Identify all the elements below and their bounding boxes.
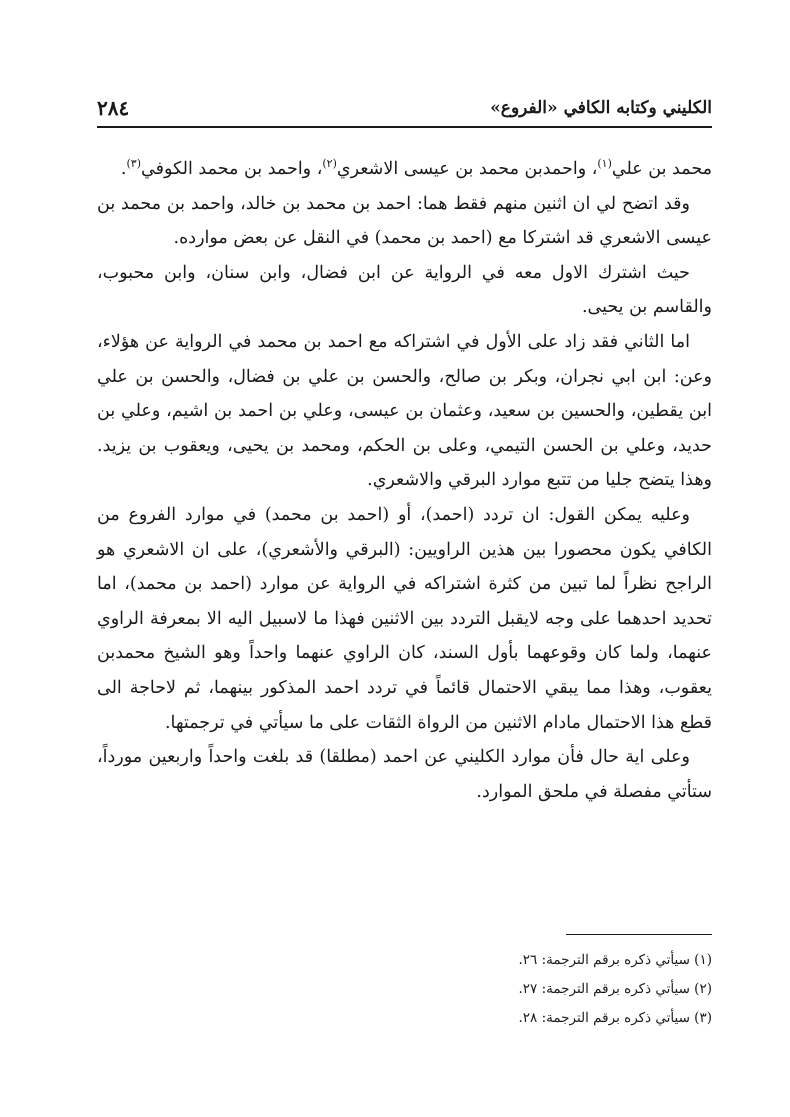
- footnote-ref-1: (١): [597, 157, 612, 171]
- footnote-divider: [566, 934, 712, 935]
- header-title: الكليني وكتابه الكافي «الفروع»: [490, 98, 712, 118]
- footnotes: [97, 946, 712, 1033]
- paragraph-2: وقد اتضح لي ان اثنين منهم فقط هما: احمد بن محمد بن خالد، واحمد بن محمد بن عيسى الاشعري قد اشتركا مع (احمد بن محمد) في النقل عن بعض موارده.: [97, 193, 712, 249]
- paragraph-4: اما الثاني فقد زاد على الأول في اشتراكه مع احمد بن محمد في الرواية عن هؤلاء، وعن: ابن ابي نجران، وبكر بن صالح، والحسن بن علي بن فضال، والحسن بن علي ابن يقطين، والحسين بن سعيد، وعثمان بن عيسى، وعلي بن احمد بن اشيم، وعلي بن حديد، وعلي بن الحسن التيمي، وعلى بن الحكم، ومحمد بن يحيى، ويعقوب بن يزيد. وهذا يتضح جليا من تتبع موارد البرقي والاشعري.: [97, 331, 712, 491]
- footnote-ref-2: (٢): [322, 157, 337, 171]
- p1-text-b: ، واحمدبن محمد بن عيسى الاشعري: [336, 159, 598, 179]
- paragraph-3: حيث اشترك الاول معه في الرواية عن ابن فضال، وابن سنان، وابن محبوب، والقاسم بن يحيى.: [97, 262, 712, 318]
- main-text: [97, 152, 712, 809]
- footnote-1: (١) سيأتي ذكره برقم الترجمة: ٢٦.: [518, 952, 712, 968]
- paragraph-6: وعلى اية حال فأن موارد الكليني عن احمد (مطلقا) قد بلغت واحداً واربعين مورداً، ستأتي مفصلة في ملحق الموارد.: [97, 747, 712, 802]
- page-number: ٢٨٤: [97, 96, 130, 120]
- running-header: [97, 92, 712, 124]
- footnote-ref-3: (٣): [126, 157, 141, 171]
- paragraph-1: [97, 152, 712, 187]
- p1-text-d: .: [120, 159, 127, 179]
- footnote-2: (٢) سيأتي ذكره برقم الترجمة: ٢٧.: [518, 981, 712, 997]
- header-divider: [97, 126, 712, 128]
- p1-text-c: ، واحمد بن محمد الكوفي: [141, 159, 323, 179]
- p1-text-a: محمد بن علي: [611, 159, 712, 179]
- footnote-3: (٣) سيأتي ذكره برقم الترجمة: ٢٨.: [518, 1010, 712, 1026]
- paragraph-5: وعليه يمكن القول: ان تردد (احمد)، أو (احمد بن محمد) في موارد الفروع من الكافي يكون محصورا بين هذين الراويين: (البرقي والأشعري)، على ان الاشعري هو الراجح نظراً لما تبين من كثرة اشتراكه في الرواية عن موارد (احمد بن محمد)، اما تحديد احدهما على وجه لايقبل التردد بين الاثنين فهذا ما لاسبيل اليه الا بمعرفة الراوي عنهما، ولما كان وقوعهما بأول السند، كان الراوي عنهما واحداً وهو الشيخ محمدبن يعقوب، وهذا مما يبقي الاحتمال قائماً في تردد احمد المذكور بينهما، ثم لاحاجة الى قطع هذا الاحتمال مادام الاثنين من الرواة الثقات على ما سيأتي في ترجمتها.: [97, 504, 712, 733]
